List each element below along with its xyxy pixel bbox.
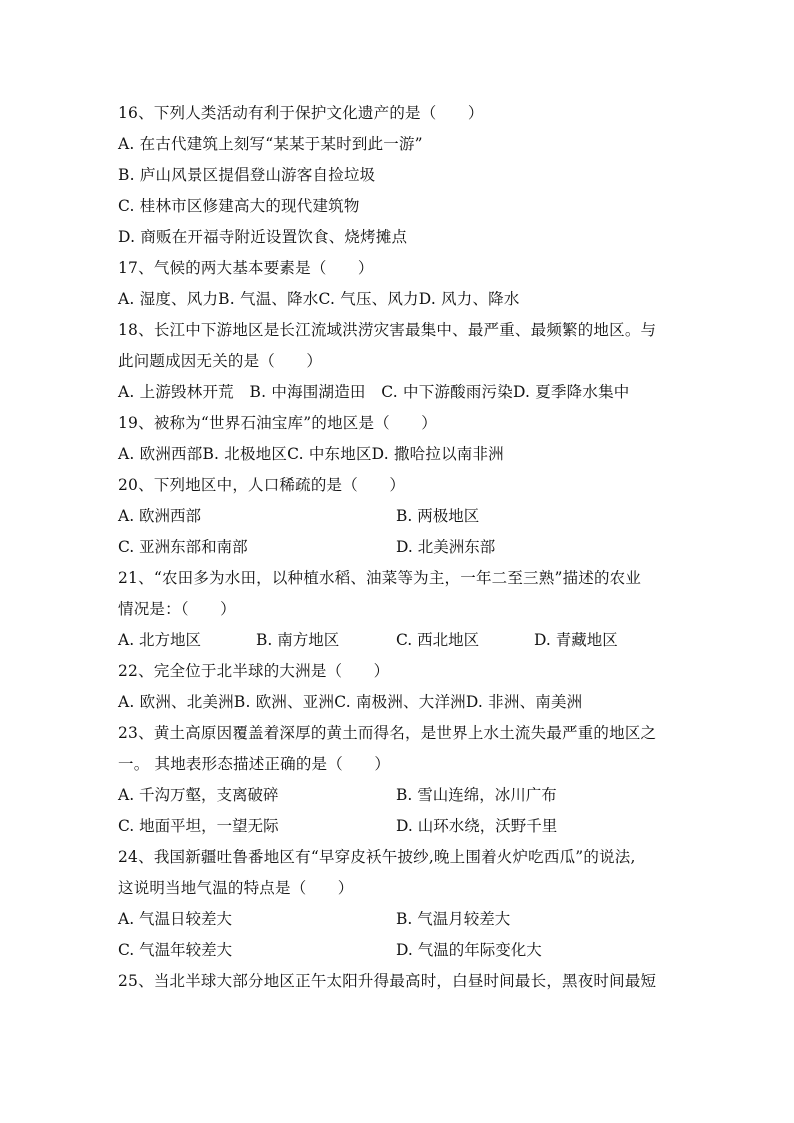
question-16-option-a: A. 在古代建筑上刻写“某某于某时到此一游” (118, 135, 423, 153)
question-21-stem-line-1: 21、“农田多为水田，以种植水稻、油菜等为主，一年二至三熟”描述的农业 (118, 569, 642, 587)
question-20-options-row-2 (118, 532, 678, 563)
question-20-option-a: A. 欧洲西部 (118, 507, 202, 525)
question-22-stem: 22、完全位于北半球的大洲是（ ） (118, 662, 390, 680)
question-24-stem-line-2: 这说明当地气温的特点是（ ） (118, 879, 354, 897)
question-24-option-b: B. 气温月较差大 (396, 910, 511, 928)
question-18-stem-line-1: 18、长江中下游地区是长江流域洪涝灾害最集中、最严重、最频繁的地区。与 (118, 321, 657, 339)
question-24-option-c: C. 气温年较差大 (118, 941, 233, 959)
question-24-options-row-1 (118, 904, 678, 935)
question-16-option-c: C. 桂林市区修建高大的现代建筑物 (118, 197, 360, 215)
question-23-option-c: C. 地面平坦，一望无际 (118, 817, 279, 835)
question-18-options: A. 上游毁林开荒 B. 中海围湖造田 C. 中下游酸雨污染D. 夏季降水集中 (118, 383, 630, 401)
question-23-option-a: A. 千沟万壑，支离破碎 (118, 786, 279, 804)
question-22-options: A. 欧洲、北美洲B. 欧洲、亚洲C. 南极洲、大洋洲D. 非洲、南美洲 (118, 693, 583, 711)
question-19-options: A. 欧洲西部B. 北极地区C. 中东地区D. 撒哈拉以南非洲 (118, 445, 504, 463)
question-17-stem: 17、气候的两大基本要素是（ ） (118, 259, 374, 277)
question-21-option-a: A. 北方地区 (118, 631, 202, 649)
question-21-option-b: B. 南方地区 (256, 631, 340, 649)
question-24-options-row-2 (118, 935, 678, 966)
question-23-stem-line-1: 23、黄土高原因覆盖着深厚的黄土而得名，是世界上水土流失最严重的地区之 (118, 724, 657, 742)
question-23-option-d: D. 山环水绕，沃野千里 (396, 817, 558, 835)
question-20-option-d: D. 北美洲东部 (396, 538, 496, 556)
question-24-option-d: D. 气温的年际变化大 (396, 941, 542, 959)
question-21-stem-line-2: 情况是：（ ） (118, 600, 236, 618)
question-23-options-row-2 (118, 811, 678, 842)
question-23-stem-line-2: 一。 其地表形态描述正确的是（ ） (118, 755, 391, 773)
question-20-option-b: B. 两极地区 (396, 507, 480, 525)
question-21-option-c: C. 西北地区 (396, 631, 480, 649)
question-19-stem: 19、被称为“世界石油宝库”的地区是（ ） (118, 414, 437, 432)
question-17-options: A. 湿度、风力B. 气温、降水C. 气压、风力D. 风力、降水 (118, 290, 520, 308)
question-24-stem-line-1: 24、我国新疆吐鲁番地区有“早穿皮袄午披纱,晚上围着火炉吃西瓜”的说法, (118, 848, 636, 866)
question-21-option-d: D. 青藏地区 (534, 631, 618, 649)
question-20-options-row-1 (118, 501, 678, 532)
question-23-option-b: B. 雪山连绵，冰川广布 (396, 786, 557, 804)
question-25-stem-line-1: 25、当北半球大部分地区正午太阳升得最高时，白昼时间最长，黑夜时间最短 (118, 972, 657, 990)
question-24-option-a: A. 气温日较差大 (118, 910, 233, 928)
question-16-option-b: B. 庐山风景区提倡登山游客自捡垃圾 (118, 166, 376, 184)
question-16-option-d: D. 商贩在开福寺附近设置饮食、烧烤摊点 (118, 228, 408, 246)
question-16-stem: 16、下列人类活动有利于保护文化遗产的是（ ） (118, 104, 484, 122)
question-list (118, 98, 678, 997)
question-23-options-row-1 (118, 780, 678, 811)
question-20-stem: 20、下列地区中，人口稀疏的是（ ） (118, 476, 406, 494)
question-21-options (118, 625, 678, 656)
question-18-stem-line-2: 此问题成因无关的是（ ） (118, 352, 323, 370)
question-20-option-c: C. 亚洲东部和南部 (118, 538, 248, 556)
